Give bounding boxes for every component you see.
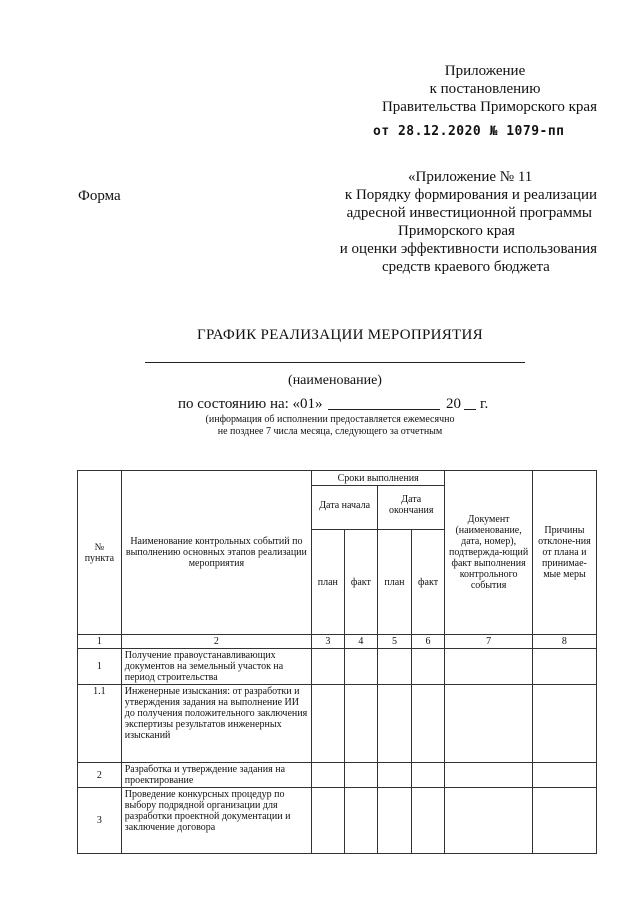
form-label: Форма xyxy=(78,188,121,204)
row-name: Разработка и утверждение задания на проектирование xyxy=(121,763,311,788)
annex-line-5: и оценки эффективности использования xyxy=(339,241,597,257)
cell-reasons[interactable] xyxy=(532,685,596,763)
cell-fact-end[interactable] xyxy=(411,685,445,763)
cell-fact-end[interactable] xyxy=(411,649,445,685)
header-start-date: Дата начала xyxy=(312,486,378,530)
appendix-line-3: Правительства Приморского края xyxy=(381,99,597,115)
cell-document[interactable] xyxy=(445,763,533,788)
table-row xyxy=(78,649,597,685)
info-line-1: (информация об исполнении предоставляется ежемесячно xyxy=(205,414,455,425)
col-number-6: 6 xyxy=(411,635,445,649)
cell-plan-start[interactable] xyxy=(312,788,345,854)
col-number-3: 3 xyxy=(312,635,345,649)
info-line-2: не позднее 7 числа месяца, следующего за отчетным xyxy=(217,426,443,437)
cell-reasons[interactable] xyxy=(532,788,596,854)
col-number-5: 5 xyxy=(378,635,412,649)
cell-fact-end[interactable] xyxy=(411,788,445,854)
status-year-underline xyxy=(464,409,476,410)
header-fact-2: факт xyxy=(411,530,445,635)
name-caption: (наименование) xyxy=(288,373,382,388)
cell-document[interactable] xyxy=(445,685,533,763)
decree-stamp: от 28.12.2020 № 1079-пп xyxy=(373,124,565,139)
header-document: Документ (наименование, дата, номер), подтвержда-ющий факт выполнения контрольного события xyxy=(445,471,533,635)
table-row xyxy=(78,763,597,788)
row-num: 1 xyxy=(78,649,122,685)
cell-plan-end[interactable] xyxy=(378,649,412,685)
row-num: 1.1 xyxy=(78,685,122,763)
cell-fact-end[interactable] xyxy=(411,763,445,788)
col-number-8: 8 xyxy=(532,635,596,649)
cell-reasons[interactable] xyxy=(532,649,596,685)
header-plan-1: план xyxy=(312,530,345,635)
cell-plan-end[interactable] xyxy=(378,685,412,763)
header-plan-2: план xyxy=(378,530,412,635)
name-underline xyxy=(145,362,525,363)
cell-fact-start[interactable] xyxy=(344,763,378,788)
status-year: 20 xyxy=(446,396,461,412)
cell-plan-start[interactable] xyxy=(312,649,345,685)
col-number-7: 7 xyxy=(445,635,533,649)
header-num: № пункта xyxy=(78,471,122,635)
row-name: Инженерные изыскания: от разработки и утверждения задания на выполнение ИИ до получения положительного заключения экспертизы результатов инженерных изысканий xyxy=(121,685,311,763)
status-prefix: по состоянию на: «01» xyxy=(178,396,323,412)
cell-document[interactable] xyxy=(445,788,533,854)
annex-line-6: средств краевого бюджета xyxy=(382,259,550,275)
row-num: 2 xyxy=(78,763,122,788)
cell-plan-start[interactable] xyxy=(312,685,345,763)
table-row xyxy=(78,685,597,763)
appendix-line-1: Приложение xyxy=(444,63,526,79)
col-number-1: 1 xyxy=(78,635,122,649)
page-title: ГРАФИК РЕАЛИЗАЦИИ МЕРОПРИЯТИЯ xyxy=(197,327,483,343)
annex-line-1: «Приложение № 11 xyxy=(408,169,533,185)
col-number-2: 2 xyxy=(121,635,311,649)
annex-line-2: к Порядку формирования и реализации xyxy=(344,187,597,203)
annex-line-3: адресной инвестиционной программы xyxy=(346,205,592,221)
schedule-table xyxy=(77,470,597,854)
header-name: Наименование контрольных событий по выполнению основных этапов реализации мероприятия xyxy=(121,471,311,635)
status-suffix: г. xyxy=(480,396,489,412)
header-fact-1: факт xyxy=(344,530,378,635)
cell-fact-start[interactable] xyxy=(344,685,378,763)
header-reasons: Причины отклоне-ния от плана и принимае-мые меры xyxy=(532,471,596,635)
cell-plan-end[interactable] xyxy=(378,763,412,788)
header-terms: Сроки выполнения xyxy=(312,471,445,486)
cell-document[interactable] xyxy=(445,649,533,685)
row-name: Получение правоустанавливающих документов на земельный участок на период строительства xyxy=(121,649,311,685)
status-month-underline xyxy=(328,409,440,410)
annex-line-4: Приморского края xyxy=(398,223,515,239)
cell-fact-start[interactable] xyxy=(344,649,378,685)
cell-plan-start[interactable] xyxy=(312,763,345,788)
cell-reasons[interactable] xyxy=(532,763,596,788)
row-num: 3 xyxy=(78,788,122,854)
cell-fact-start[interactable] xyxy=(344,788,378,854)
appendix-line-2: к постановлению xyxy=(429,81,541,97)
cell-plan-end[interactable] xyxy=(378,788,412,854)
header-end-date: Дата окончания xyxy=(378,486,445,530)
table-row xyxy=(78,788,597,854)
col-number-4: 4 xyxy=(344,635,378,649)
row-name: Проведение конкурсных процедур по выбору подрядной организации для разработки проектной документации и заключение договора xyxy=(121,788,311,854)
